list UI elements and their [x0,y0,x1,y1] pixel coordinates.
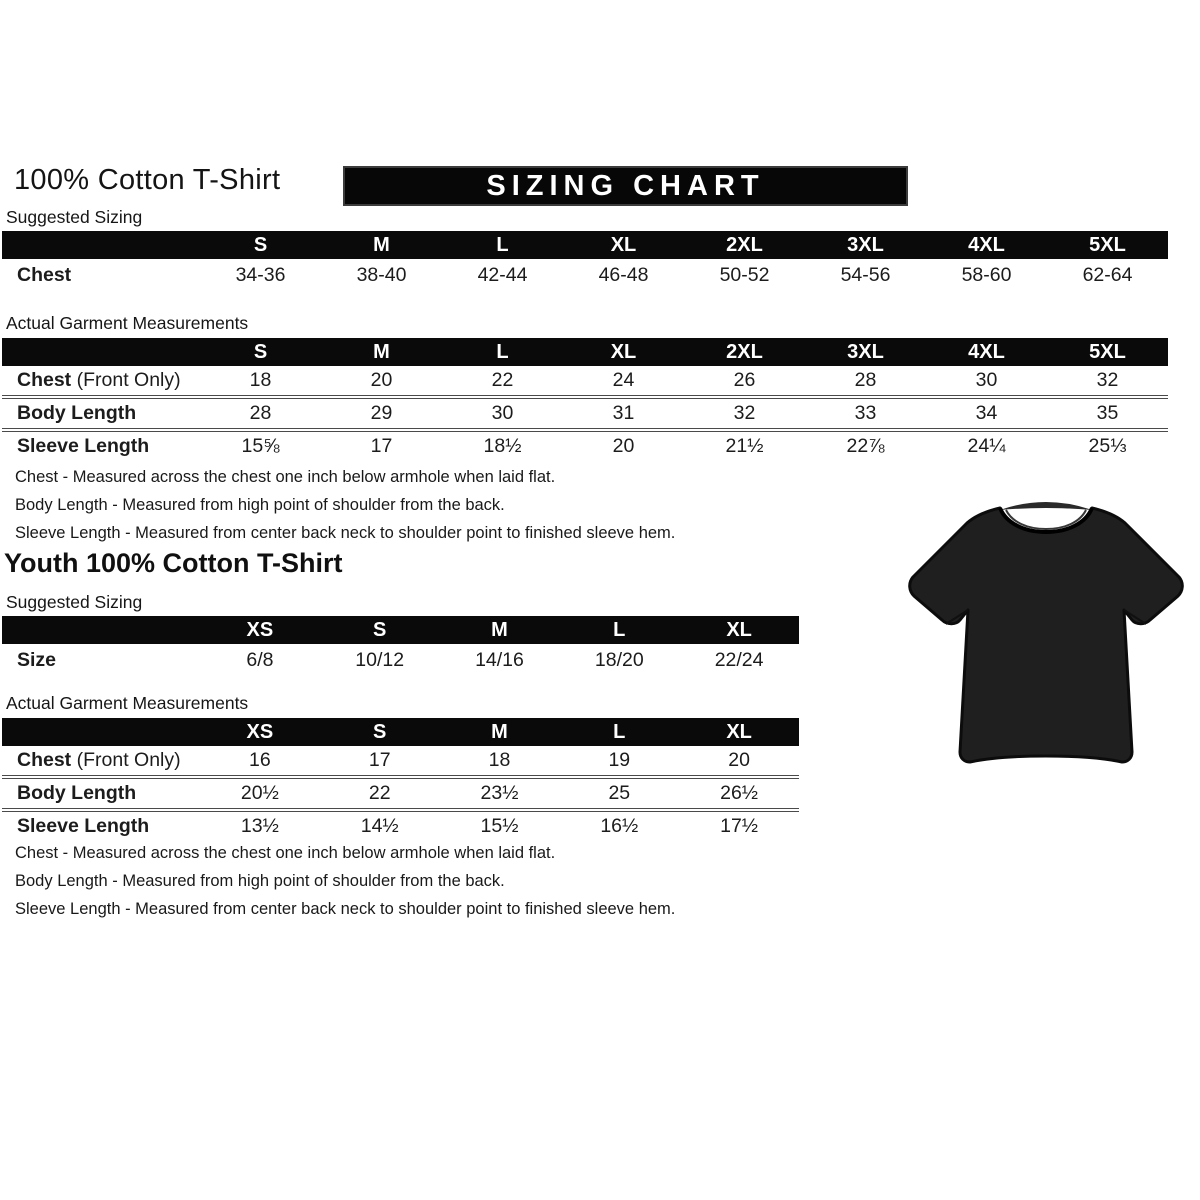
measurement-value: 58-60 [961,264,1012,286]
measurement-value: 17 [368,749,391,771]
header-spacer-cell [2,616,200,644]
size-column-header: 4XL [926,338,1047,366]
size-column-header: S [320,718,440,746]
measurement-value: 14/16 [475,649,524,671]
measurement-row [2,644,799,677]
row-label: Body Length [2,397,200,430]
size-column-header: XS [200,616,320,644]
youth-title: Youth 100% Cotton T-Shirt [4,548,343,578]
measurement-value: 22⅞ [805,430,926,461]
size-header-row [2,718,799,746]
measurement-value: 19 [608,749,631,771]
note-line: Sleeve Length - Measured from center back neck to shoulder point to finished sleeve hem. [15,900,676,918]
adult-actual-measurements-table [2,338,1168,461]
row-label: Chest (Front Only) [17,749,181,771]
size-column-header: 3XL [805,231,926,259]
measurement-value: 15⅝ [200,430,321,461]
measurement-value: 13½ [200,810,320,841]
measurement-value: 21½ [684,430,805,461]
measurement-value: 18/20 [594,649,644,671]
measurement-value: 16 [249,749,271,771]
measurement-row [2,397,1168,430]
note-line: Chest - Measured across the chest one inch below armhole when laid flat. [15,844,556,862]
measurement-value: 38-40 [356,264,407,286]
row-label: Chest (Front Only) [17,369,181,391]
measurement-row [2,430,1168,461]
measurement-value: 30 [442,397,563,430]
measurement-value: 23½ [440,777,560,810]
size-column-header: L [559,616,679,644]
measurement-value: 34 [926,397,1047,430]
youth-actual-measurements-table [2,718,799,841]
youth-suggested-sizing-label: Suggested Sizing [6,592,143,612]
measurement-value: 20 [370,369,393,391]
row-label: Body Length [2,777,200,810]
measurement-value: 18 [488,749,511,771]
header-spacer-cell [2,231,200,259]
measurement-value: 20 [563,430,684,461]
size-column-header: XL [563,231,684,259]
measurement-value: 24¼ [926,430,1047,461]
sizing-chart-banner [343,166,908,206]
measurement-value: 28 [854,369,877,391]
measurement-value: 24 [612,369,635,391]
measurement-value: 10/12 [355,649,405,671]
measurement-value: 26½ [679,777,799,810]
size-column-header: M [321,231,442,259]
size-column-header: L [442,338,563,366]
size-column-header: XS [200,718,320,746]
note-line: Sleeve Length - Measured from center back neck to shoulder point to finished sleeve hem. [15,524,676,542]
size-column-header: XL [679,616,799,644]
youth-measurement-notes [15,844,675,928]
tshirt-photo [896,492,1196,794]
page-title: 100% Cotton T-Shirt [14,164,281,196]
tshirt-body [910,508,1183,762]
measurement-value: 30 [975,369,998,391]
measurement-value: 25 [559,777,679,810]
measurement-value: 26 [733,369,756,391]
header-spacer-cell [2,718,200,746]
row-label: Sleeve Length [2,430,200,461]
measurement-value: 42-44 [477,264,528,286]
measurement-value: 15½ [440,810,560,841]
measurement-row [2,777,799,810]
measurement-value: 34-36 [235,264,286,286]
measurement-row [2,810,799,841]
measurement-value: 28 [200,397,321,430]
measurement-value: 6/8 [246,649,274,671]
size-column-header: S [200,338,321,366]
measurement-value: 54-56 [840,264,891,286]
note-line: Body Length - Measured from high point of shoulder from the back. [15,496,505,514]
measurement-value: 18½ [442,430,563,461]
size-header-row [2,338,1168,366]
tshirt-image [896,492,1196,794]
measurement-value: 62-64 [1082,264,1133,286]
row-label: Size [17,649,57,671]
measurement-value: 32 [684,397,805,430]
adult-suggested-sizing-label: Suggested Sizing [6,207,143,227]
header-spacer-cell [2,338,200,366]
measurement-value: 20½ [200,777,320,810]
youth-actual-measurements-label: Actual Garment Measurements [6,693,249,713]
measurement-value: 50-52 [719,264,770,286]
size-column-header: M [321,338,442,366]
measurement-value: 17½ [679,810,799,841]
measurement-value: 25⅓ [1047,430,1168,461]
size-column-header: S [320,616,440,644]
size-column-header: M [440,718,560,746]
size-column-header: 2XL [684,338,805,366]
measurement-value: 32 [1096,369,1119,391]
measurement-value: 17 [321,430,442,461]
measurement-value: 14½ [320,810,440,841]
measurement-value: 18 [249,369,272,391]
tshirt-back-collar [1000,502,1092,510]
measurement-value: 35 [1047,397,1168,430]
size-column-header: XL [679,718,799,746]
adult-actual-measurements-label: Actual Garment Measurements [6,313,249,333]
measurement-row [2,259,1168,292]
measurement-value: 20 [728,749,750,771]
measurement-value: 46-48 [598,264,649,286]
measurement-row [2,746,799,777]
banner-label: SIZING CHART [486,169,765,202]
row-label: Sleeve Length [2,810,200,841]
size-column-header: 5XL [1047,231,1168,259]
size-column-header: 4XL [926,231,1047,259]
size-column-header: XL [563,338,684,366]
size-header-row [2,616,799,644]
size-column-header: L [559,718,679,746]
note-line: Body Length - Measured from high point of shoulder from the back. [15,872,505,890]
measurement-value: 16½ [559,810,679,841]
measurement-value: 22/24 [714,649,764,671]
size-header-row [2,231,1168,259]
measurement-value: 22 [491,369,514,391]
note-line: Chest - Measured across the chest one inch below armhole when laid flat. [15,468,556,486]
measurement-value: 22 [320,777,440,810]
adult-measurement-notes [15,468,675,552]
measurement-value: 31 [563,397,684,430]
row-label: Chest [17,264,72,286]
adult-suggested-sizing-table [2,231,1168,292]
size-column-header: M [440,616,560,644]
measurement-value: 33 [805,397,926,430]
measurement-value: 29 [321,397,442,430]
size-column-header: 3XL [805,338,926,366]
size-column-header: 2XL [684,231,805,259]
youth-suggested-sizing-table [2,616,799,677]
size-column-header: 5XL [1047,338,1168,366]
size-column-header: L [442,231,563,259]
measurement-row [2,366,1168,397]
size-column-header: S [200,231,321,259]
